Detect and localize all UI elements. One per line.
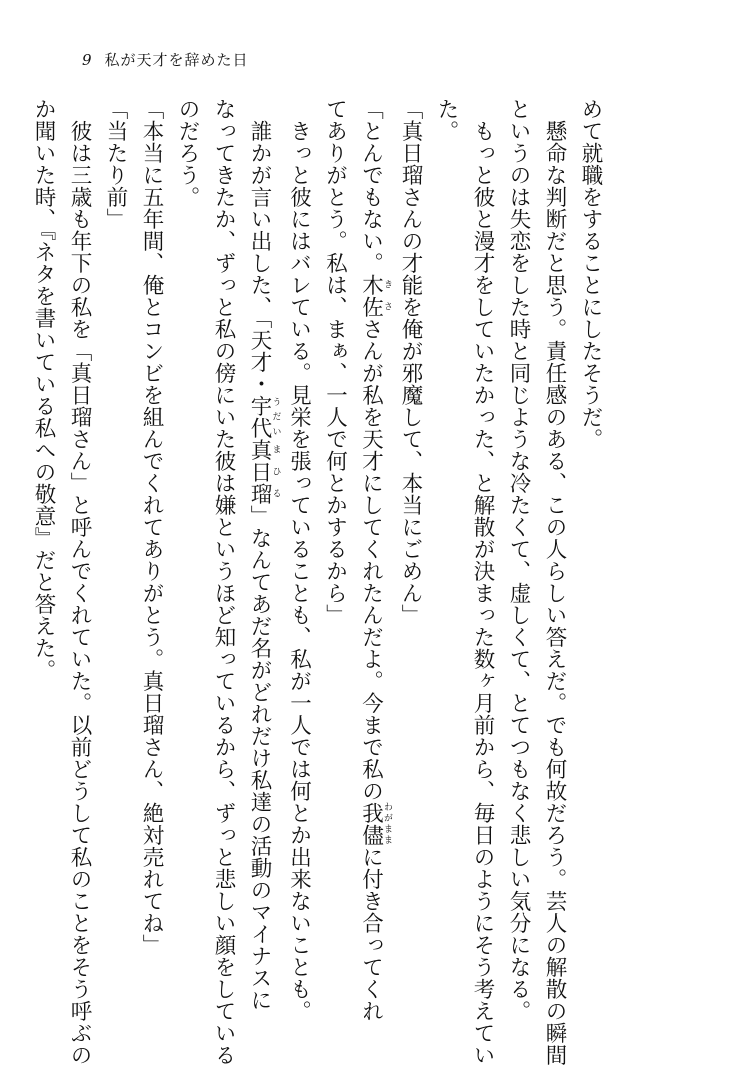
dialogue-line: 「当たり前」	[103, 98, 128, 230]
text-line: てありがとう。私は、まぁ、一人で何とかするから」	[322, 98, 348, 626]
dialogue-line: 「本当に五年間、俺とコンビを組んでくれてありがとう。真日瑠さん、絶対売れてね」	[139, 98, 164, 956]
ruby-reading: きさ	[382, 274, 392, 318]
ruby-reading: わがまま	[382, 802, 392, 846]
text-line: なってきたか、ずっと私の傍にいた彼は嫌というほど知っているから、ずっと悲しい顔をしている	[211, 98, 236, 1066]
page-number: 9	[82, 51, 93, 69]
vertical-body-text	[25, 98, 608, 1066]
dialogue-line	[353, 98, 393, 1022]
text-line	[241, 98, 281, 1011]
ruby-reading: まひる	[270, 438, 281, 505]
ruby-reading: うだい	[270, 394, 281, 439]
text-line: きっと彼にはバレている。見栄を張っていることも、私が一人では何とか出来ないことも。	[286, 119, 312, 1022]
ruby-base: 我儘	[358, 802, 384, 846]
text-segment: 」なんてあだ名がどれだけ私達の活動のマイナスに	[247, 504, 272, 1011]
text-line: 懸命な判断だと思う。責任感のある、この人らしい答えだ。でも何故だろう。芸人の解散の瞬間	[542, 119, 567, 1066]
ruby-udai	[247, 394, 281, 439]
text-segment: 誰かが言い出した、「天才・	[247, 119, 272, 395]
chapter-title: 私が天才を辞めた日	[104, 51, 249, 69]
running-header	[82, 50, 249, 70]
text-segment: に付き合ってくれ	[358, 846, 384, 1022]
text-segment: 「とんでもない。	[358, 98, 384, 274]
text-line: か聞いた時、『ネタを書いている私への敬意』だと答えた。	[31, 98, 56, 682]
ruby-base: 真日瑠	[247, 438, 272, 505]
text-line: た。	[434, 98, 459, 142]
text-segment: さんが私を天才にしてくれたんだよ。今まで私の	[358, 318, 384, 802]
ruby-mahiru	[247, 438, 281, 505]
text-line: もっと彼と漫才をしていたかった、と解散が決まった数ヶ月前から、毎日のようにそう考えてい	[470, 119, 495, 1066]
dialogue-line: 「真日瑠さんの才能を俺が邪魔して、本当にごめん」	[398, 98, 423, 626]
ruby-wagamama	[358, 802, 392, 846]
text-line: めて就職をすることにしたそうだ。	[578, 98, 603, 450]
text-line: というのは失恋をした時と同じような冷たくて、虚しくて、とてつもなく悲しい気分になる。	[506, 98, 531, 1022]
ruby-base: 宇代	[247, 394, 272, 439]
text-line: のだろう。	[175, 98, 200, 208]
ruby-kisa	[358, 274, 392, 318]
text-line: 彼は三歳も年下の私を「真日瑠さん」と呼んでくれていた。以前どうして私のことをそう呼ぶの	[67, 119, 92, 1066]
ruby-base: 木佐	[358, 274, 384, 318]
